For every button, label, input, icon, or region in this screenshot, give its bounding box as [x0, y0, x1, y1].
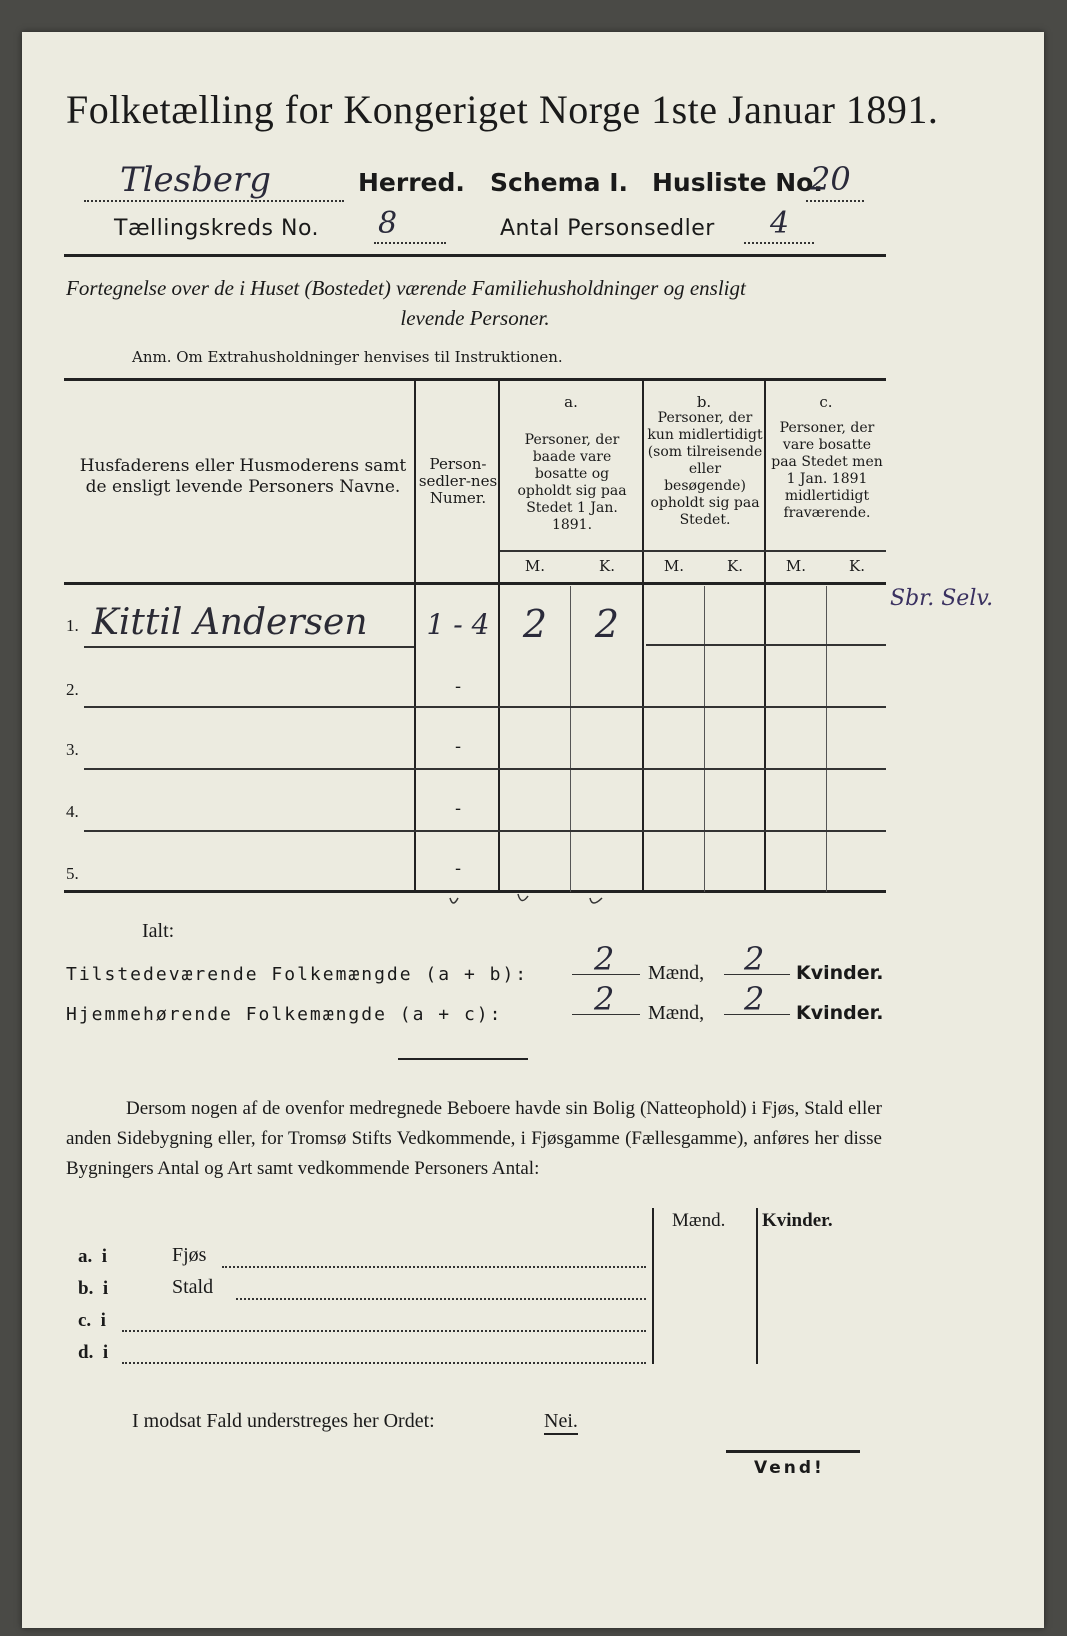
bolig-kvinder-header: Kvinder. — [762, 1210, 833, 1231]
tilstede-m-value: 2 — [594, 940, 615, 978]
row-number: 4. — [66, 802, 79, 821]
tilstede-m-field — [572, 940, 640, 978]
bolig-letter: b. i — [78, 1278, 109, 1299]
bolig-maend-header: Mænd. — [672, 1210, 726, 1231]
kreds-value: 8 — [378, 206, 398, 241]
row-number: 1. — [66, 616, 79, 635]
husliste-label: Husliste No. — [652, 168, 823, 197]
antal-label: Antal Personsedler — [500, 216, 715, 241]
tick-marks — [442, 890, 632, 914]
row-number: 3. — [66, 740, 79, 759]
hjemme-m-value: 2 — [594, 980, 615, 1018]
antal-value: 4 — [770, 206, 790, 241]
tilstede-k-value: 2 — [744, 940, 765, 978]
col-b-m: M. — [663, 557, 685, 575]
col-c-m: M. — [785, 557, 807, 575]
schema-label: Schema I. — [490, 168, 629, 197]
col-a-k: K. — [599, 557, 615, 575]
tilstede-kvinder: Kvinder. — [796, 962, 884, 984]
col-b-letter: b. — [696, 393, 712, 411]
herred-value: Tlesberg — [120, 160, 272, 200]
anm-note: Anm. Om Extrahusholdninger henvises til Instruktionen. — [132, 348, 563, 366]
intro-line1: Fortegnelse over de i Huset (Bostedet) værende Familiehusholdninger og ensligt — [66, 276, 746, 300]
col-a-m-value: 2 — [522, 602, 548, 646]
col-c-header: Personer, der vare bosatte paa Stedet men 1 Jan. 1891 midlertidigt fraværende. — [771, 420, 883, 521]
bolig-letter: c. i — [78, 1310, 106, 1331]
husliste-field — [806, 160, 864, 202]
col-name-header: Husfaderens eller Husmoderens samt de ensligt levende Personers Navne. — [79, 456, 407, 497]
antal-field — [744, 206, 814, 244]
census-form-sheet — [22, 32, 1044, 1628]
kreds-label: Tællingskreds No. — [114, 216, 320, 241]
col-b-k: K. — [727, 557, 743, 575]
col-b-header: Personer, der kun midlertidigt (som tilreisende eller besøgende) opholdt sig paa Stedet. — [647, 410, 763, 528]
margin-note: Sbr. Selv. — [890, 586, 994, 611]
col-c-k: K. — [849, 557, 865, 575]
col-a-m: M. — [524, 557, 546, 575]
sedler-number: - — [454, 736, 462, 757]
bolig-label: Stald — [172, 1276, 214, 1298]
hjemme-k-value: 2 — [744, 980, 765, 1018]
husliste-value: 20 — [810, 160, 851, 198]
herred-label: Herred. — [358, 168, 465, 197]
form-title: Folketælling for Kongeriget Norge 1ste Januar 1891. — [66, 87, 939, 132]
header-rule — [64, 254, 886, 257]
tilstede-label: Tilstedeværende Folkemængde (a + b): — [66, 964, 529, 985]
row-number: 5. — [66, 864, 79, 883]
col-a-k-value: 2 — [594, 602, 620, 646]
kreds-field — [374, 206, 446, 244]
intro-line2: levende Personer. — [400, 306, 550, 330]
herred-field — [84, 160, 344, 202]
ialt-label: Ialt: — [142, 920, 175, 942]
bolig-label: Fjøs — [172, 1244, 207, 1266]
bolig-letter: a. i — [78, 1246, 108, 1267]
sedler-number: - — [454, 676, 462, 697]
section-divider — [398, 1058, 528, 1060]
sedler-number: - — [454, 858, 462, 879]
bolig-letter: d. i — [78, 1342, 109, 1363]
col-a-letter: a. — [564, 393, 578, 411]
vend-label: Vend! — [754, 1458, 825, 1478]
hjemme-m-field — [572, 980, 640, 1018]
tilstede-k-field — [724, 940, 790, 978]
col-a-header: Personer, der baade vare bosatte og opholdt sig paa Stedet 1 Jan. 1891. — [517, 432, 627, 533]
row-number: 2. — [66, 680, 79, 699]
sedler-number: - — [454, 798, 462, 819]
modsat-text: I modsat Fald understreges her Ordet: — [132, 1410, 435, 1432]
bolig-paragraph: Dersom nogen af de ovenfor medregnede Beboere havde sin Bolig (Natteophold) i Fjøs, Stald eller anden Sidebygning eller, for Tromsø Stifts Vedkommende, i Fjøsgamme (Fællesgamme), anføres her disse Bygningers Antal og Art samt vedkommende Personers Antal: — [66, 1098, 882, 1179]
tilstede-maend: Mænd, — [648, 962, 705, 984]
sedler-number: 1 - 4 — [426, 608, 490, 641]
nei-word: Nei. — [544, 1410, 578, 1435]
hjemme-kvinder: Kvinder. — [796, 1002, 884, 1024]
person-name: Kittil Andersen — [92, 602, 368, 643]
col-num-header: Person-sedler-nes Numer. — [418, 455, 498, 507]
hjemme-maend: Mænd, — [648, 1002, 705, 1024]
vend-rule — [726, 1450, 860, 1453]
hjemme-k-field — [724, 980, 790, 1018]
col-c-letter: c. — [819, 393, 833, 411]
hjemme-label: Hjemmehørende Folkemængde (a + c): — [66, 1004, 503, 1025]
